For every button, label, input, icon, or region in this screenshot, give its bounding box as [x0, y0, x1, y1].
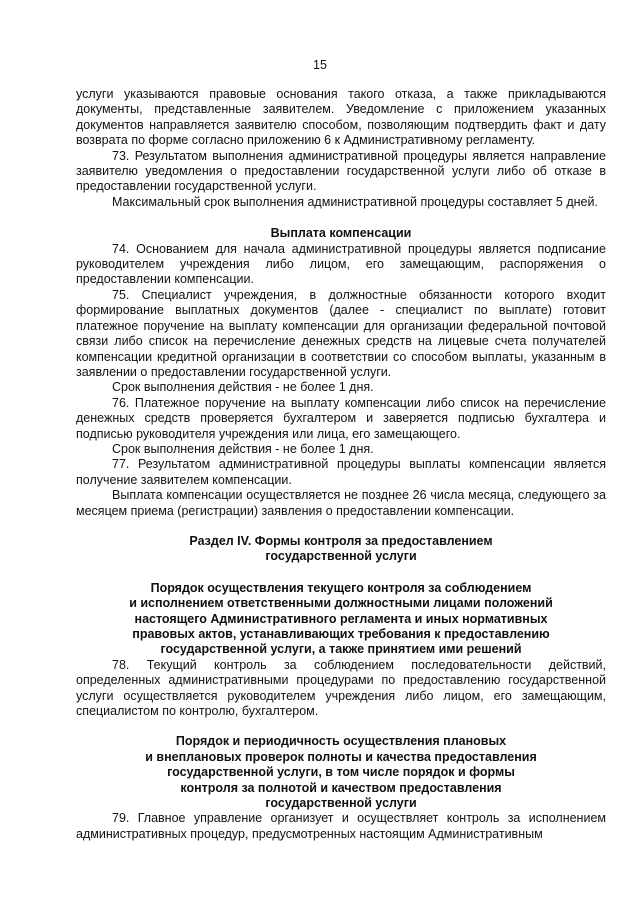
heading-line: Порядок и периодичность осуществления плановых: [175, 734, 507, 749]
paragraph-continuation: услуги указываются правовые основания такого отказа, а также прикладываются документы, представленные заявителем. Уведомление с приложением указанных документов направляется заявителю способом, позволяющим подтвердить факт и дату возврата по форме согласно приложению 6 к Административному регламенту.: [76, 87, 606, 148]
paragraph-max-term: Максимальный срок выполнения административной процедуры составляет 5 дней.: [112, 194, 598, 209]
heading-section-iv: [76, 534, 606, 565]
paragraph-payment-deadline: Выплата компенсации осуществляется не позднее 26 числа месяца, следующего за месяцем приема (регистрации) заявления о предоставлении компенсации.: [76, 488, 606, 518]
heading-line: государственной услуги: [265, 549, 417, 564]
heading-line: Раздел IV. Формы контроля за предоставлением: [189, 533, 493, 548]
paragraph-76: 76. Платежное поручение на выплату компенсации либо список на перечисление денежных средств проверяется бухгалтером и заверяется подписью бухгалтера и подписью руководителя учреждения или лица, его замещающего.: [76, 395, 606, 441]
heading-line: государственной услуги, в том числе порядок и формы: [167, 765, 515, 780]
paragraph-term-2: Срок выполнения действия - не более 1 дня.: [112, 441, 374, 456]
heading-line: настоящего Административного регламента и иных нормативных: [134, 611, 548, 626]
heading-line: контроля за полнотой и качеством предоставления: [180, 780, 502, 795]
heading-current-control: [76, 581, 606, 658]
heading-inspections: [76, 734, 606, 811]
heading-line: Порядок осуществления текущего контроля за соблюдением: [150, 580, 532, 595]
heading-line: правовых актов, устанавливающих требования к предоставлению: [132, 627, 550, 641]
paragraph-79: 79. Главное управление организует и осуществляет контроль за исполнением административных процедур, предусмотренных настоящим Административным: [76, 811, 606, 841]
heading-line: государственной услуги, а также принятием ими решений: [160, 642, 522, 657]
paragraph-78: 78. Текущий контроль за соблюдением последовательности действий, определенных административными процедурами по предоставлению государственной услуги осуществляется руководителем учреждения либо лицом, его замещающим, специалистом по контролю, бухгалтером.: [76, 657, 606, 719]
paragraph-77: 77. Результатом административной процедуры выплаты компенсации является получение заявителем компенсации.: [76, 457, 606, 487]
paragraph-74: 74. Основанием для начала административной процедуры является подписание руководителем учреждения либо лицом, его замещающим, распоряжения о предоставлении компенсации.: [76, 241, 606, 287]
page-number: 15: [313, 58, 327, 72]
paragraph-term-1: Срок выполнения действия - не более 1 дня.: [112, 380, 374, 395]
heading-line: и исполнением ответственными должностными лицами положений: [129, 596, 553, 611]
document-body: [76, 87, 606, 842]
heading-line: и внеплановых проверок полноты и качества предоставления: [145, 749, 537, 764]
heading-payment: Выплата компенсации: [270, 226, 412, 241]
paragraph-73: 73. Результатом выполнения административной процедуры является направление заявителю уведомления о предоставлении государственной услуги либо об отказе в предоставлении государственной услуги.: [76, 148, 606, 194]
paragraph-75: 75. Специалист учреждения, в должностные обязанности которого входит формирование выплатных документов (далее - специалист по выплате) готовит платежное поручение на выплату компенсации для организации федеральной почтовой связи либо список на перечисление денежных средств на лицевые счета получателей компенсации кредитной организации в соответствии со способом выплаты, указанным в заявлении о предоставлении государственной услуги.: [76, 287, 606, 379]
heading-line: государственной услуги: [265, 796, 417, 811]
